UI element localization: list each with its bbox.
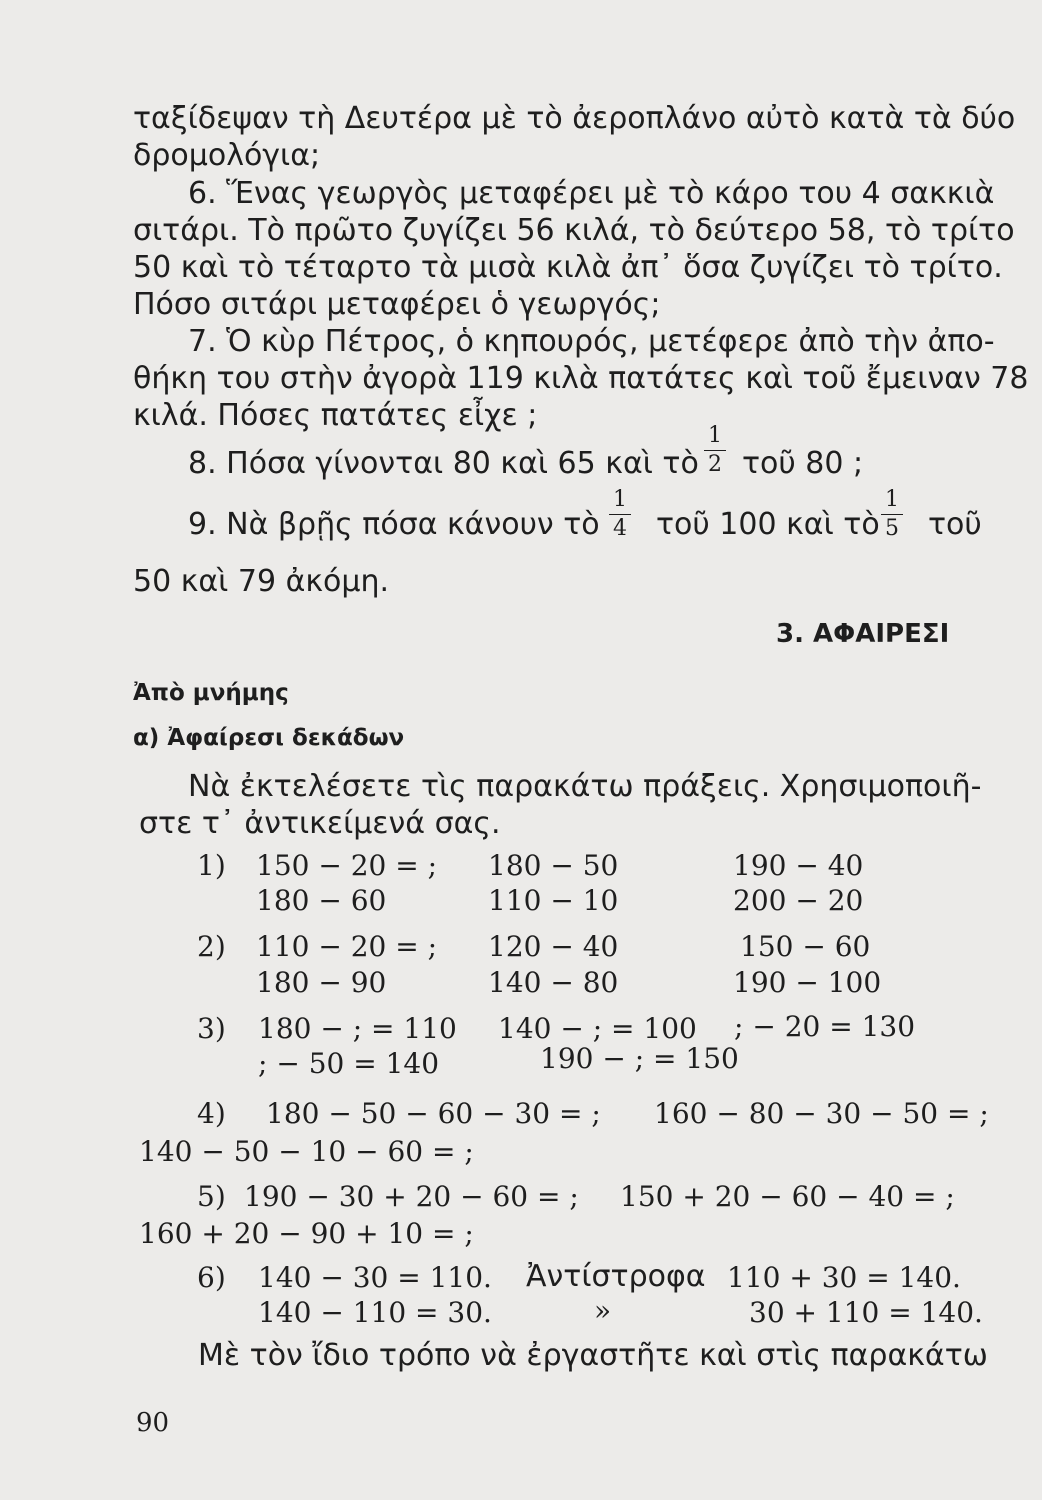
- equation: ; − 20 = 130: [734, 1010, 916, 1043]
- page-number: 90: [136, 1408, 170, 1438]
- equation: 180 − ; = 110: [258, 1012, 457, 1045]
- equation: ; − 50 = 140: [258, 1047, 440, 1080]
- problem-7-line-3: κιλά. Πόσες πατάτες εἶχε ;: [133, 398, 538, 433]
- equation: 150 − 60: [740, 930, 871, 963]
- equation: 150 + 20 − 60 − 40 = ;: [620, 1180, 955, 1213]
- exercise-label: 4): [197, 1097, 226, 1130]
- equation: 190 − ; = 150: [540, 1042, 739, 1075]
- equation: 200 − 20: [733, 884, 864, 917]
- fraction-numerator: 1: [708, 423, 722, 448]
- problem-9-line-2: 50 καὶ 79 ἀκόμη.: [133, 564, 390, 599]
- equation: 110 + 30 = 140.: [727, 1261, 961, 1294]
- exercise-label: 1): [197, 849, 226, 882]
- exercise-label: 3): [197, 1012, 226, 1045]
- equation: 190 − 100: [733, 966, 882, 999]
- equation: 110 − 20 = ;: [256, 930, 438, 963]
- equation: 180 − 50: [488, 849, 619, 882]
- fraction-one-half: [704, 424, 726, 477]
- fraction-one-fifth: [881, 488, 903, 541]
- text-line-1: ταξίδεψαν τὴ Δευτέρα μὲ τὸ ἀεροπλάνο αὐτὸ κατὰ τὰ δύο: [133, 101, 1016, 136]
- instruction-line-2: στε τ᾽ ἀντικείμενά σας.: [139, 806, 501, 841]
- subheading-from-memory: Ἀπὸ μνήμης: [133, 680, 289, 706]
- problem-6-line-3: 50 καὶ τὸ τέταρτο τὰ μισὰ κιλὰ ἀπ᾽ ὅσα ζυγίζει τὸ τρίτο.: [133, 250, 1003, 285]
- text-line-2: δρομολόγια;: [133, 138, 321, 173]
- problem-9-text-mid: τοῦ 100 καὶ τὸ: [656, 507, 880, 542]
- equation: 30 + 110 = 140.: [749, 1296, 983, 1329]
- ditto-mark: »: [594, 1294, 612, 1327]
- equation: 140 − 50 − 10 − 60 = ;: [139, 1135, 474, 1168]
- fraction-numerator: 1: [613, 487, 627, 512]
- problem-8-text-end: τοῦ 80 ;: [742, 446, 864, 481]
- exercise-label: 2): [197, 930, 226, 963]
- problem-6-line-4: Πόσο σιτάρι μεταφέρει ὁ γεωργός;: [133, 287, 661, 322]
- problem-9-text-end: τοῦ: [928, 507, 982, 542]
- exercise-label: 6): [197, 1261, 226, 1294]
- problem-9-text: 9. Νὰ βρῇς πόσα κάνουν τὸ: [188, 507, 600, 542]
- fraction-denominator: 2: [708, 452, 722, 477]
- problem-6-line-2: σιτάρι. Τὸ πρῶτο ζυγίζει 56 κιλά, τὸ δεύτερο 58, τὸ τρίτο: [133, 213, 1015, 248]
- fraction-denominator: 4: [613, 516, 627, 541]
- equation: 160 − 80 − 30 − 50 = ;: [654, 1097, 989, 1130]
- equation: 140 − 30 = 110.: [258, 1261, 492, 1294]
- equation: 180 − 60: [256, 884, 387, 917]
- equation: 160 + 20 − 90 + 10 = ;: [139, 1217, 474, 1250]
- instruction-line-1: Νὰ ἐκτελέσετε τὶς παρακάτω πράξεις. Χρησιμοποιῆ-: [188, 769, 982, 804]
- closing-line: Μὲ τὸν ἴδιο τρόπο νὰ ἐργαστῆτε καὶ στὶς παρακάτω: [198, 1338, 988, 1373]
- equation: 150 − 20 = ;: [256, 849, 438, 882]
- equation: 140 − 80: [488, 966, 619, 999]
- equation: 190 − 30 + 20 − 60 = ;: [244, 1180, 579, 1213]
- equation: 180 − 90: [256, 966, 387, 999]
- inverse-label: Ἀντίστροφα: [526, 1259, 706, 1294]
- equation: 110 − 10: [488, 884, 619, 917]
- section-title: 3. ΑΦΑΙΡΕΣΙ: [776, 619, 950, 649]
- exercise-label: 5): [197, 1180, 226, 1213]
- equation: 190 − 40: [733, 849, 864, 882]
- fraction-numerator: 1: [885, 487, 899, 512]
- equation: 120 − 40: [488, 930, 619, 963]
- equation: 140 − ; = 100: [498, 1012, 697, 1045]
- problem-7-line-2: θήκη του στὴν ἀγορὰ 119 κιλὰ πατάτες καὶ τοῦ ἔμειναν 78: [133, 361, 1029, 396]
- problem-6-line-1: 6. Ἕνας γεωργὸς μεταφέρει μὲ τὸ κάρο του 4 σακκιὰ: [188, 176, 995, 211]
- equation: 140 − 110 = 30.: [258, 1296, 492, 1329]
- subheading-subtraction-tens: α) Ἀφαίρεσι δεκάδων: [133, 725, 405, 751]
- fraction-one-quarter: [609, 488, 631, 541]
- equation: 180 − 50 − 60 − 30 = ;: [266, 1097, 601, 1130]
- problem-8-text: 8. Πόσα γίνονται 80 καὶ 65 καὶ τὸ: [188, 446, 699, 481]
- problem-7-line-1: 7. Ὁ κὺρ Πέτρος, ὁ κηπουρός, μετέφερε ἀπὸ τὴν ἀπο-: [188, 324, 995, 359]
- fraction-denominator: 5: [885, 516, 899, 541]
